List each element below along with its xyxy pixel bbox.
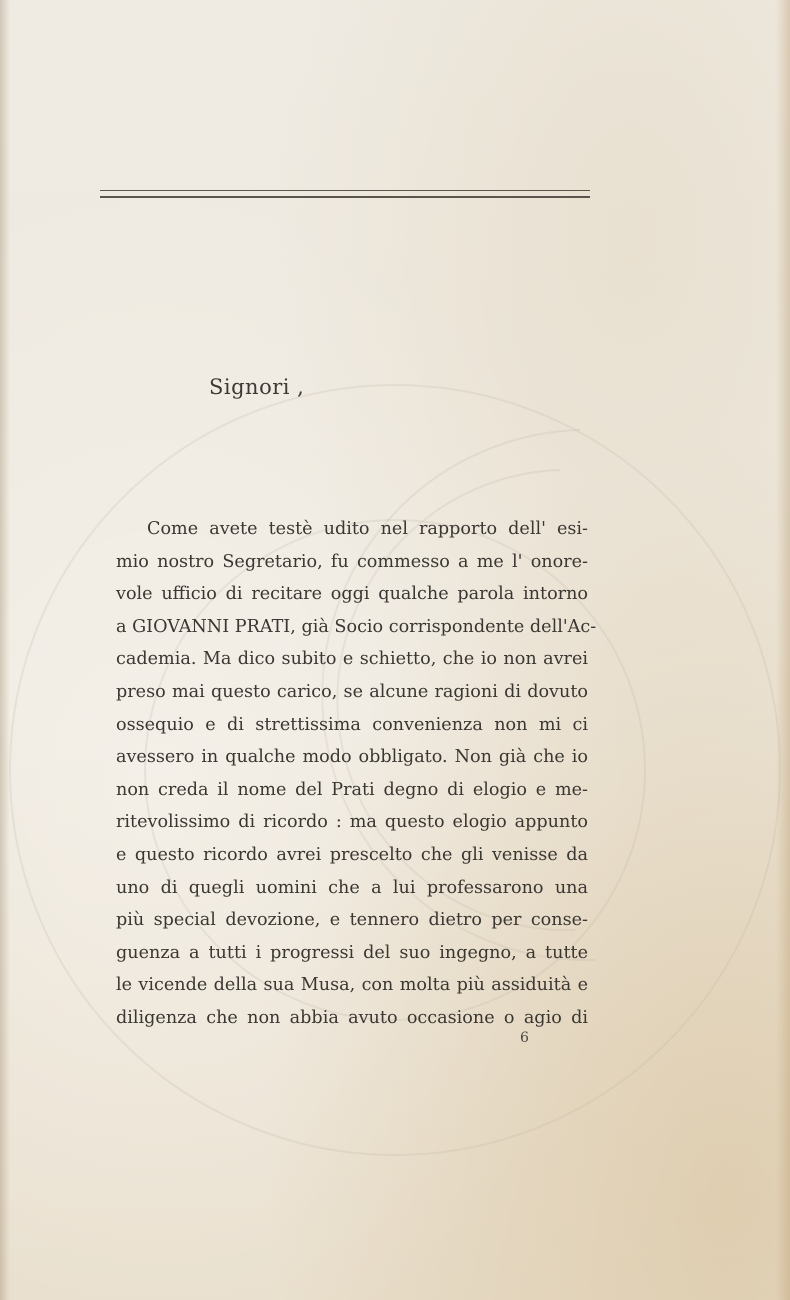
text-line: non creda il nome del Prati degno di elogio e me- bbox=[116, 779, 588, 800]
text-line: mio nostro Segretario, fu commesso a me l' onore- bbox=[116, 551, 588, 572]
text-line: avessero in qualche modo obbligato. Non già che io bbox=[116, 747, 588, 768]
text-line: più special devozione, e tennero dietro per conse- bbox=[116, 910, 588, 931]
text-line: diligenza che non abbia avuto occasione o agio di bbox=[116, 1007, 588, 1028]
text-line: e questo ricordo avrei prescelto che gli venisse da bbox=[116, 844, 588, 865]
body-paragraph bbox=[116, 513, 597, 1035]
text-line: cademia. Ma dico subito e schietto, che io non avrei bbox=[116, 649, 588, 670]
text-line: vole ufficio di recitare oggi qualche parola intorno bbox=[116, 584, 588, 605]
text-line: guenza a tutti i progressi del suo ingegno, a tutte bbox=[116, 942, 588, 963]
signature-mark: 6 bbox=[520, 1030, 529, 1046]
text-line: ritevolissimo di ricordo : ma questo elogio appunto bbox=[116, 812, 588, 833]
text-line: le vicende della sua Musa, con molta più assiduità e bbox=[116, 975, 588, 996]
header-rule-thick bbox=[100, 196, 590, 198]
header-rule-thin bbox=[100, 190, 590, 191]
text-line: Come avete testè udito nel rapporto dell' esi- bbox=[147, 519, 588, 539]
salutation-heading: Signori , bbox=[209, 375, 305, 399]
text-line: uno di quegli uomini che a lui professarono una bbox=[116, 877, 588, 898]
page-edge-shadow-right bbox=[776, 0, 790, 1300]
text-line: a GIOVANNI PRATI, già Socio corrispondente dell'Ac- bbox=[116, 616, 597, 637]
text-line: preso mai questo carico, se alcune ragioni di dovuto bbox=[116, 681, 588, 702]
text-line: ossequio e di strettissima convenienza non mi ci bbox=[116, 714, 588, 735]
page-edge-shadow-left bbox=[0, 0, 10, 1300]
